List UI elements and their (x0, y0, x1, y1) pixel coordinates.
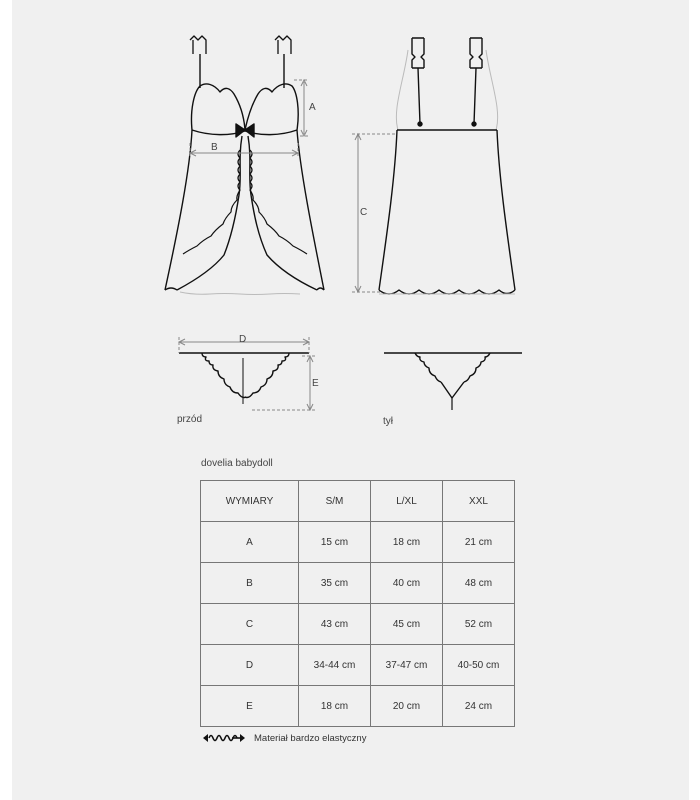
size-table (200, 480, 515, 727)
dimension-label-a: A (309, 102, 316, 113)
table-cell: 48 cm (443, 563, 515, 604)
table-cell: 20 cm (371, 686, 443, 727)
back-caption: tył (383, 416, 393, 427)
table-cell: 37-47 cm (371, 645, 443, 686)
dimension-b (190, 143, 298, 158)
table-title: dovelia babydoll (201, 458, 273, 469)
babydoll-back-drawing (379, 38, 515, 294)
table-cell: 15 cm (299, 522, 371, 563)
table-header-row (201, 481, 515, 522)
size-chart-page (12, 0, 689, 800)
header-cell-measurements: WYMIARY (201, 481, 299, 522)
table-cell: 18 cm (299, 686, 371, 727)
table-row (201, 645, 515, 686)
table-cell: 24 cm (443, 686, 515, 727)
table-cell: 40-50 cm (443, 645, 515, 686)
table-cell: 21 cm (443, 522, 515, 563)
table-cell: 45 cm (371, 604, 443, 645)
table-row (201, 604, 515, 645)
table-cell: 18 cm (371, 522, 443, 563)
dimension-label-d: D (239, 334, 247, 345)
elasticity-note (202, 732, 366, 744)
row-label-cell: B (201, 563, 299, 604)
front-caption: przód (177, 414, 203, 425)
table-cell: 40 cm (371, 563, 443, 604)
elasticity-note-text: Materiał bardzo elastyczny (254, 732, 367, 744)
row-label-cell: A (201, 522, 299, 563)
thong-front-drawing (179, 353, 309, 404)
dimension-label-c: C (360, 207, 368, 218)
row-label-cell: D (201, 645, 299, 686)
table-cell: 34-44 cm (299, 645, 371, 686)
babydoll-front-drawing (165, 36, 324, 295)
table-row (201, 522, 515, 563)
table-row (201, 563, 515, 604)
header-cell-sm: S/M (299, 481, 371, 522)
header-cell-xxl: XXL (443, 481, 515, 522)
table-cell: 35 cm (299, 563, 371, 604)
dimension-e (252, 356, 316, 410)
elastic-stretch-icon (202, 732, 246, 744)
header-cell-lxl: L/XL (371, 481, 443, 522)
garment-technical-drawing (12, 0, 689, 450)
table-cell: 52 cm (443, 604, 515, 645)
dimension-label-e: E (312, 378, 319, 389)
dimension-a (294, 80, 308, 136)
table-cell: 43 cm (299, 604, 371, 645)
row-label-cell: C (201, 604, 299, 645)
thong-back-drawing (384, 353, 522, 410)
dimension-label-b: B (211, 142, 218, 153)
row-label-cell: E (201, 686, 299, 727)
table-row (201, 686, 515, 727)
